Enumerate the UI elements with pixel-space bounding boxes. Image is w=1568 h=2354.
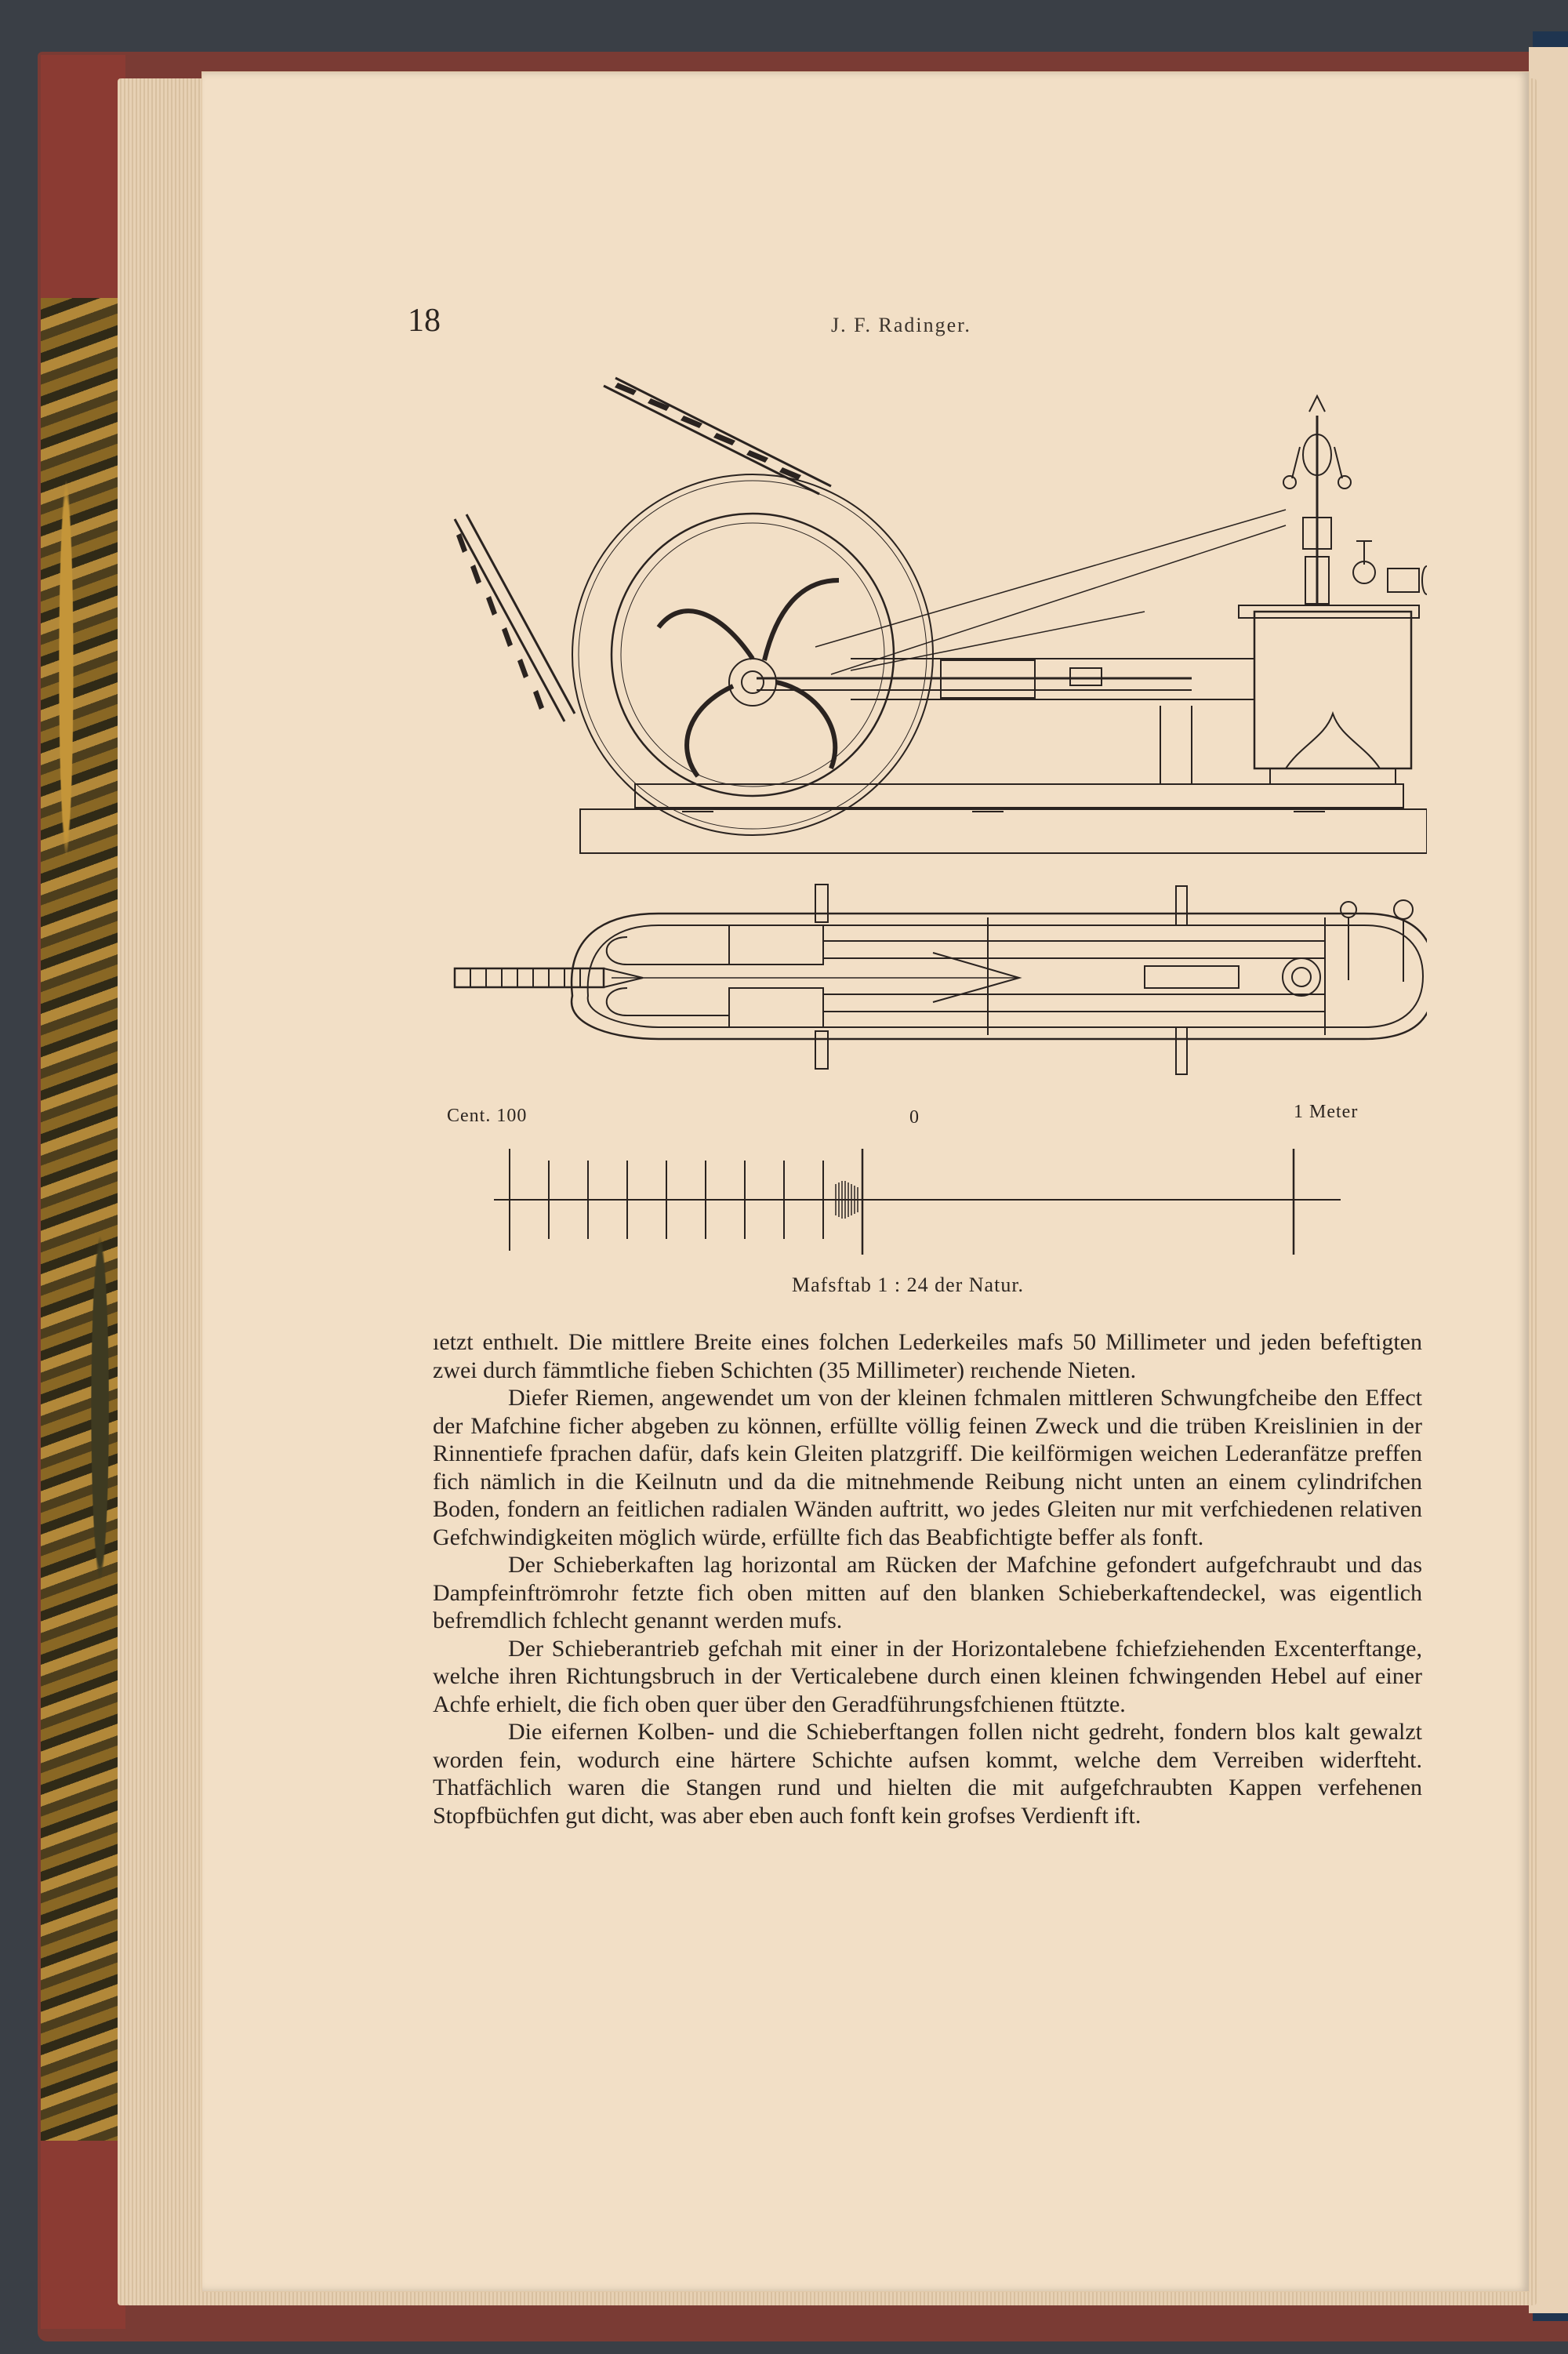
- engine-figure: [423, 376, 1427, 1317]
- paragraph: Diefer Riemen, angewendet um von der kleinen fchmalen mittleren Schwungfcheibe den Effect der Mafchine ficher abgeben zu können, erfüllte völlig feinen Zweck und die trüben Kreislinien in der Rinnentiefe fprachen dafür, dafs kein Gleiten platzgriff. Die keilförmigen weichen Lederanfätze preffen fich nämlich in die Keilnutn und da die mitnehmende Reibung nicht unten an einem cylindrifchen Boden, fondern an feitlichen radialen Wänden auftritt, wo jedes Gleiten nur mit verfchiedenen relativen Gefchwindigkeiten möglich würde, erfüllte fich das Beabfichtigte beffer als fonft.: [433, 1385, 1422, 1550]
- paragraph: ıetzt enthıelt. Die mittlere Breite eines folchen Lederkeiles mafs 50 Millimeter und jeden befeftigten zwei durch fämmtliche fieben Schichten (35 Millimeter) reıchende Nieten.: [433, 1329, 1422, 1383]
- running-head: J. F. Radinger.: [831, 314, 971, 336]
- figure-caption: Mafsftab 1 : 24 der Natur.: [792, 1273, 1025, 1296]
- plan-drawing: [455, 885, 1427, 1074]
- paragraph: Die eifernen Kolben- und die Schieberftangen follen nicht gedreht, fondern blos kalt gewalzt worden fein, wodurch eine härtere Schichte aufsen kommt, welche dem Verreiben widerfteht. Thatfächlich waren die Stangen rund und hielten die mit aufgefchraubten Kappen verfehenen Stopfbüchfen gut dicht, was aber eben auch fonft kein grofses Verdienft ift.: [433, 1719, 1422, 1829]
- body-text: [433, 1328, 1422, 1829]
- elevation-drawing: [455, 378, 1427, 853]
- scale-bar: [494, 1149, 1341, 1255]
- spine-bottom: [41, 2141, 125, 2329]
- marbled-endpaper: [41, 298, 125, 2149]
- paragraph: Der Schieberantrieb gefchah mit einer in der Horizontalebene fchiefziehenden Excenterftange, welche ihren Richtungsbruch in der Verticalebene durch einen kleinen fchwingenden Hebel auf einer Achfe erhielt, die fich oben quer über den Geradführungsfchienen ftützte.: [433, 1635, 1422, 1717]
- spine-top: [41, 55, 125, 306]
- scale-mid-label: 0: [909, 1107, 920, 1128]
- scale-right-label: 1 Meter: [1294, 1102, 1359, 1122]
- paragraph: Der Schieberkaften lag horizontal am Rücken der Mafchine gefondert aufgefchraubt und das Dampfeinftrömrohr fetzte fich oben mitten auf den blanken Schieberkaftendeckel, was eigentlich befremdlich fchlecht genannt werden mufs.: [433, 1552, 1422, 1633]
- scale-left-label: Cent. 100: [447, 1106, 528, 1126]
- page-number: 18: [408, 303, 441, 339]
